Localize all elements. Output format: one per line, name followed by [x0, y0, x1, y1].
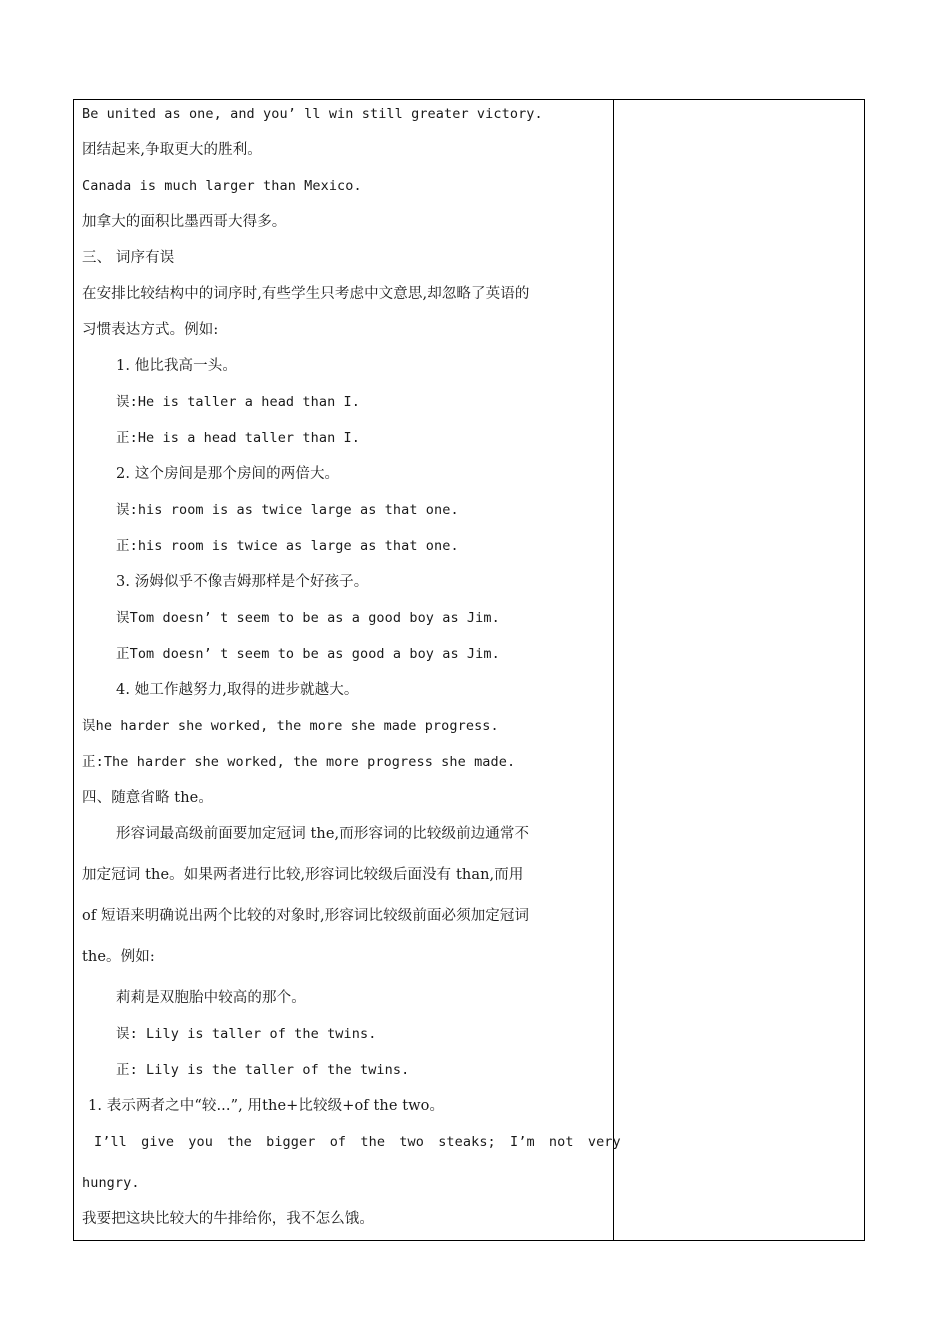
wrong-example: 误Tom doesn’ t seem to be as a good boy as Jim.	[116, 610, 500, 626]
section-heading: 三、 词序有误	[82, 250, 175, 266]
example-sentence-zh: 莉莉是双胞胎中较高的那个。	[116, 990, 306, 1006]
document-table	[73, 99, 865, 1241]
paragraph-line: 形容词最高级前面要加定冠词 the,而形容词的比较级前边通常不	[116, 826, 530, 842]
example-sentence-en: hungry.	[82, 1175, 140, 1191]
wrong-example: 误he harder she worked, the more she made progress.	[82, 718, 499, 734]
numbered-example: 2. 这个房间是那个房间的两倍大。	[116, 466, 340, 482]
paragraph-line: 加定冠词 the。如果两者进行比较,形容词比较级后面没有 than,而用	[82, 867, 524, 883]
example-sentence-en: Canada is much larger than Mexico.	[82, 178, 362, 194]
paragraph-line: the。例如:	[82, 949, 155, 965]
paragraph-line: 在安排比较结构中的词序时,有些学生只考虑中文意思,却忽略了英语的	[82, 286, 530, 302]
numbered-example: 1. 他比我高一头。	[116, 358, 237, 374]
numbered-example: 4. 她工作越努力,取得的进步就越大。	[116, 682, 359, 698]
example-sentence-en: I’ll give you the bigger of the two steaks; I’m not very	[94, 1134, 621, 1150]
paragraph-line: of 短语来明确说出两个比较的对象时,形容词比较级前面必须加定冠词	[82, 908, 530, 924]
numbered-example: 3. 汤姆似乎不像吉姆那样是个好孩子。	[116, 574, 369, 590]
paragraph-line: 习惯表达方式。例如:	[82, 322, 219, 338]
example-translation-zh: 团结起来,争取更大的胜利。	[82, 142, 262, 158]
correct-example: 正:He is a head taller than I.	[116, 430, 360, 446]
correct-example: 正:The harder she worked, the more progress she made.	[82, 754, 516, 770]
wrong-example: 误:He is taller a head than I.	[116, 394, 360, 410]
correct-example: 正:his room is twice as large as that one.	[116, 538, 459, 554]
wrong-example: 误:his room is as twice large as that one.	[116, 502, 459, 518]
section-heading: 四、随意省略 the。	[82, 790, 213, 806]
wrong-example: 误: Lily is taller of the twins.	[116, 1026, 377, 1042]
correct-example: 正: Lily is the taller of the twins.	[116, 1062, 410, 1078]
example-translation-zh: 加拿大的面积比墨西哥大得多。	[82, 214, 287, 230]
notes-cell	[614, 100, 864, 1240]
example-sentence-en: Be united as one, and you’ ll win still greater victory.	[82, 106, 543, 122]
correct-example: 正Tom doesn’ t seem to be as good a boy as Jim.	[116, 646, 500, 662]
rule-heading: 1. 表示两者之中“较...”, 用the+比较级+of the two。	[88, 1098, 445, 1114]
example-translation-zh: 我要把这块比较大的牛排给你，我不怎么饿。	[82, 1211, 374, 1227]
content-cell	[82, 102, 621, 1243]
